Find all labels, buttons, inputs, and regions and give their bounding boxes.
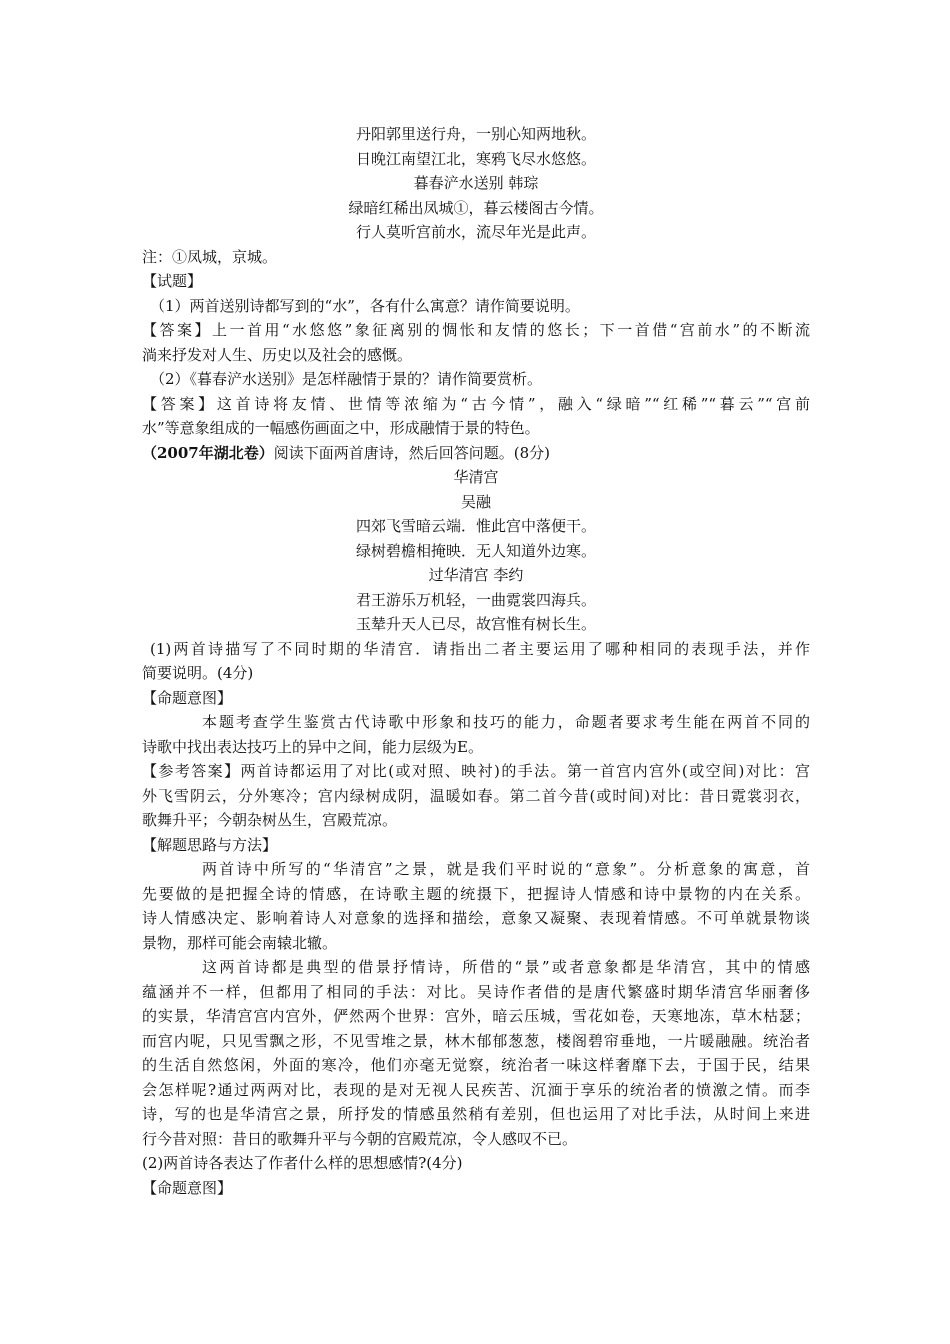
text-line: 会怎样呢?通过两两对比，表现的是对无视人民疾苦、沉湎于享乐的统治者的愤激之情。而李 [142, 1080, 810, 1099]
text-line: （1）两首送别诗都写到的“水”，各有什么寓意？请作简要说明。 [150, 296, 580, 315]
source-label: （2007年湖北卷） [142, 443, 274, 462]
text-line: 这两首诗都是典型的借景抒情诗，所借的“景”或者意象都是华清宫，其中的情感 [202, 958, 810, 976]
text-line: （2）《暮春浐水送别》是怎样融情于景的？请作简要赏析。 [150, 370, 543, 388]
text-line: 诗人情感决定、影响着诗人对意象的选择和描绘，意象又凝聚、表现着情感。不可单就景物谈 [142, 909, 810, 927]
text-line: 【试题】 [142, 272, 203, 290]
text-line: 【参考答案】两首诗都运用了对比(或对照、映衬)的手法。第一首宫内宫外(或空间)对比：宫 [142, 762, 810, 780]
text-line: 玉辇升天人已尽，故宫惟有树长生。 [355, 615, 596, 633]
text-line: 暮春浐水送别 韩琮 [413, 174, 539, 192]
text-line [142, 441, 810, 466]
text-line: 景物，那样可能会南辕北辙。 [142, 933, 338, 952]
text-line: 绿暗红稀出凤城①，暮云楼阁古今情。 [348, 198, 604, 217]
text-line: 华清宫 [453, 468, 499, 486]
line-text: 阅读下面两首唐诗，然后回答问题。(8分) [273, 443, 550, 462]
text-line: 【答案】上一首用“水悠悠”象征离别的惆怅和友情的悠长；下一首借“宫前水”的不断流 [142, 321, 810, 339]
text-line: 的生活自然悠闲，外面的寒冷，他们亦毫无觉察，统治者一味这样奢靡下去，于国于民，结果 [142, 1056, 810, 1074]
text-line: 蕴涵并不一样，但都用了相同的手法：对比。吴诗作者借的是唐代繁盛时期华清宫华丽奢侈 [142, 982, 810, 1001]
text-line: 诗歌中找出表达技巧上的异中之间，能力层级为E。 [142, 737, 483, 756]
text-line: 简要说明。(4分) [142, 664, 254, 682]
text-line: 先要做的是把握全诗的情感，在诗歌主题的统摄下，把握诗人情感和诗中景物的内在关系。 [142, 884, 810, 903]
text-line: 日晚江南望江北，寒鸦飞尽水悠悠。 [355, 149, 596, 168]
text-line: 丹阳郭里送行舟，一别心知两地秋。 [355, 125, 596, 143]
text-line: 行今昔对照：昔日的歌舞升平与今朝的宫殿荒凉，令人感叹不已。 [142, 1129, 578, 1148]
text-line: 【解题思路与方法】 [142, 835, 278, 854]
text-line: 四郊飞雪暗云端．惟此宫中落便干。 [355, 517, 596, 535]
text-line: 两首诗中所写的“华清宫”之景，就是我们平时说的“意象”。分析意象的寓意，首 [202, 860, 810, 878]
document-body [142, 122, 810, 1200]
text-line: 【命题意图】 [142, 1178, 233, 1197]
text-line: 君王游乐万机轻，一曲霓裳四海兵。 [355, 590, 596, 609]
text-line: 【答案】这首诗将友情、世情等浓缩为“古今情”，融入“绿暗”“红稀”“暮云”“宫前 [142, 394, 810, 413]
text-line: (2)两首诗各表达了作者什么样的思想感情?(4分) [142, 1154, 463, 1172]
text-line: 行人莫听宫前水，流尽年光是此声。 [355, 223, 596, 241]
text-line: 吴融 [460, 492, 491, 511]
text-line: 诗，写的也是华清宫之景，所抒发的情感虽然稍有差别，但也运用了对比手法，从时间上来进 [142, 1105, 810, 1123]
text-line: 的实景，华清宫宫内宫外，俨然两个世界：宫外，暗云压城，雪花如卷，天寒地冻，草木枯瑟； [142, 1007, 810, 1025]
text-line: 歌舞升平；今朝杂树丛生，宫殿荒凉。 [142, 811, 398, 829]
text-line: 绿树碧檐相掩映．无人知道外边寒。 [355, 541, 596, 560]
text-line: 淌来抒发对人生、历史以及社会的感慨。 [142, 345, 413, 364]
text-line: (1)两首诗描写了不同时期的华清宫．请指出二者主要运用了哪种相同的表现手法，并作 [150, 639, 810, 658]
text-line: 注：①凤城，京城。 [142, 247, 278, 266]
text-line: 外飞雪阴云，分外寒冷；宫内绿树成阴，温暖如春。第二首今昔(或时间)对比：昔日霓裳羽衣， [142, 786, 810, 805]
text-line: 过华清宫 李约 [428, 566, 524, 584]
text-line: 而宫内呢，只见雪飘之形，不见雪堆之景，林木郁郁葱葱，楼阁碧帘垂地，一片暖融融。统治者 [142, 1031, 810, 1050]
text-line: 【命题意图】 [142, 688, 233, 707]
text-line: 水”等意象组成的一幅感伤画面之中，形成融情于景的特色。 [142, 419, 540, 437]
text-line: 本题考查学生鉴赏古代诗歌中形象和技巧的能力，命题者要求考生能在两首不同的 [202, 713, 810, 731]
